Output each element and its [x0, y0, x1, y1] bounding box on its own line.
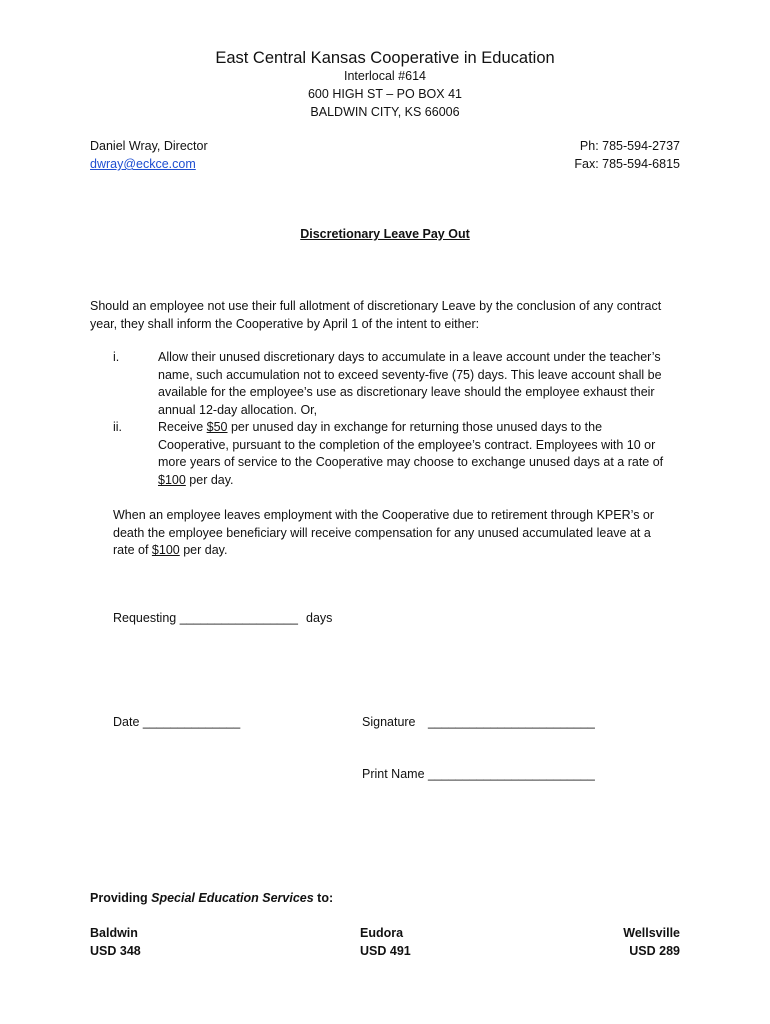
retirement-paragraph: [113, 507, 693, 560]
list-marker-ii: ii.: [113, 420, 123, 434]
list-item-line: name, such accumulation not to exceed seventy-five (75) days. This leave account shall be: [158, 367, 662, 382]
director-name: Daniel Wray, Director: [90, 139, 208, 153]
retirement-line: When an employee leaves employment with the Cooperative due to retirement through KPER’s or: [113, 508, 655, 522]
retirement-line: death the employee beneficiary will receive compensation for any unused accumulated leave at a: [113, 525, 651, 540]
document-title: Discretionary Leave Pay Out: [300, 227, 470, 241]
org-name: East Central Kansas Cooperative in Education: [215, 49, 555, 67]
list-item-payout: [158, 419, 688, 489]
text-run-italic: Special Education Services: [151, 891, 314, 905]
list-item-line: available for the employee’s use as discretionary leave should the employee exhaust their: [158, 385, 655, 399]
amount-100: $100: [151, 543, 180, 557]
district-usd: USD 348: [90, 943, 141, 958]
phone-number: Ph: 785-594-2737: [579, 139, 680, 153]
text-run: rate of: [113, 543, 152, 557]
district-wellsville: [623, 925, 680, 960]
list-marker-i: i.: [113, 350, 120, 364]
district-name: Baldwin: [90, 926, 138, 940]
text-run: Receive: [158, 420, 207, 434]
signature-label: Signature: [362, 715, 416, 729]
amount-50: $50: [206, 420, 228, 434]
providing-services-heading: [90, 890, 333, 908]
list-item-line: Cooperative, pursuant to the completion of the employee’s contract. Employees with 10 or: [158, 437, 656, 452]
intro-line: year, they shall inform the Cooperative by April 1 of the intent to either:: [90, 316, 480, 331]
interlocal-number: Interlocal #614: [343, 69, 426, 83]
list-item-line: more years of service to the Cooperative may choose to exchange unused days at a rate of: [158, 455, 664, 469]
list-item-line: [158, 472, 688, 490]
district-usd: USD 491: [360, 943, 411, 958]
intro-line: Should an employee not use their full allotment of discretionary Leave by the conclusion of any contract: [90, 299, 662, 313]
text-run: per day.: [179, 543, 228, 557]
signature-field[interactable]: ________________________: [428, 715, 595, 729]
retirement-line: [113, 542, 693, 560]
amount-100: $100: [158, 472, 186, 487]
district-name: Wellsville: [623, 926, 680, 940]
text-run: per unused day in exchange for returning those unused days to the: [227, 420, 603, 434]
requesting-days-field[interactable]: Requesting _________________: [113, 611, 298, 625]
intro-paragraph: [90, 298, 690, 333]
requesting-days-suffix: days: [306, 611, 333, 625]
district-name: Eudora: [360, 926, 404, 940]
address-line-2: BALDWIN CITY, KS 66006: [310, 105, 460, 119]
district-eudora: [360, 925, 411, 960]
text-run: per day.: [185, 472, 234, 487]
text-run: Providing: [90, 891, 152, 905]
print-name-field[interactable]: Print Name ________________________: [362, 767, 595, 781]
date-field[interactable]: Date ______________: [113, 715, 241, 729]
list-item-line: [158, 419, 688, 437]
list-item-line: Allow their unused discretionary days to accumulate in a leave account under the teacher’s: [158, 350, 661, 364]
fax-number: Fax: 785-594-6815: [574, 157, 680, 171]
district-baldwin: [90, 925, 141, 960]
director-email-link[interactable]: dwray@eckce.com: [90, 157, 196, 171]
district-usd: USD 289: [629, 943, 680, 958]
list-item-accumulate: [158, 349, 688, 419]
text-run: to:: [313, 891, 334, 905]
list-item-line: annual 12-day allocation. Or,: [158, 402, 318, 417]
address-line-1: 600 HIGH ST – PO BOX 41: [307, 87, 462, 101]
